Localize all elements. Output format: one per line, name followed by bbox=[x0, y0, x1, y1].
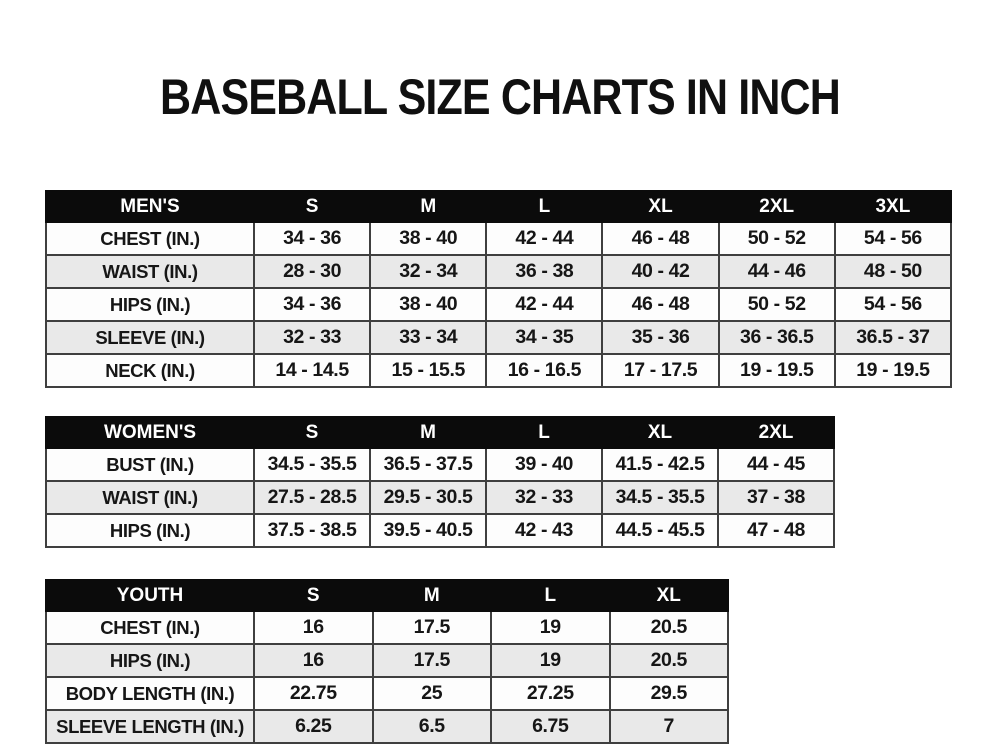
womens-size-cell: 36.5 - 37.5 bbox=[370, 448, 486, 481]
mens-size-cell: 54 - 56 bbox=[835, 222, 951, 255]
mens-table-row bbox=[46, 288, 951, 321]
mens-column-header-xl: XL bbox=[602, 191, 718, 222]
youth-column-header-xl: XL bbox=[610, 580, 729, 611]
mens-table-row bbox=[46, 222, 951, 255]
mens-row-label: SLEEVE (IN.) bbox=[46, 321, 254, 354]
womens-size-cell: 37.5 - 38.5 bbox=[254, 514, 370, 547]
mens-size-cell: 28 - 30 bbox=[254, 255, 370, 288]
mens-table-row bbox=[46, 255, 951, 288]
womens-row-label: HIPS (IN.) bbox=[46, 514, 254, 547]
mens-column-header-l: L bbox=[486, 191, 602, 222]
womens-column-header-s: S bbox=[254, 417, 370, 448]
mens-row-label: NECK (IN.) bbox=[46, 354, 254, 387]
womens-size-cell: 44.5 - 45.5 bbox=[602, 514, 718, 547]
youth-size-cell: 22.75 bbox=[254, 677, 373, 710]
youth-size-cell: 19 bbox=[491, 611, 610, 644]
youth-size-cell: 6.5 bbox=[373, 710, 492, 743]
womens-table-row bbox=[46, 448, 834, 481]
womens-column-header-l: L bbox=[486, 417, 602, 448]
mens-column-header-3xl: 3XL bbox=[835, 191, 951, 222]
youth-row-label: HIPS (IN.) bbox=[46, 644, 254, 677]
mens-size-cell: 15 - 15.5 bbox=[370, 354, 486, 387]
womens-size-table bbox=[45, 416, 835, 548]
womens-size-cell: 41.5 - 42.5 bbox=[602, 448, 718, 481]
womens-size-cell: 42 - 43 bbox=[486, 514, 602, 547]
youth-table-title: YOUTH bbox=[46, 580, 254, 611]
womens-row-label: WAIST (IN.) bbox=[46, 481, 254, 514]
mens-row-label: HIPS (IN.) bbox=[46, 288, 254, 321]
mens-size-cell: 36 - 36.5 bbox=[719, 321, 835, 354]
mens-size-cell: 32 - 33 bbox=[254, 321, 370, 354]
womens-column-header-2xl: 2XL bbox=[718, 417, 834, 448]
womens-size-cell: 47 - 48 bbox=[718, 514, 834, 547]
mens-row-label: CHEST (IN.) bbox=[46, 222, 254, 255]
mens-size-cell: 36 - 38 bbox=[486, 255, 602, 288]
mens-size-cell: 19 - 19.5 bbox=[835, 354, 951, 387]
mens-size-cell: 35 - 36 bbox=[602, 321, 718, 354]
mens-size-cell: 42 - 44 bbox=[486, 288, 602, 321]
womens-column-header-m: M bbox=[370, 417, 486, 448]
womens-size-cell: 27.5 - 28.5 bbox=[254, 481, 370, 514]
mens-column-header-s: S bbox=[254, 191, 370, 222]
youth-table-row bbox=[46, 644, 728, 677]
mens-table-row bbox=[46, 321, 951, 354]
womens-header-row bbox=[46, 417, 834, 448]
womens-size-cell: 37 - 38 bbox=[718, 481, 834, 514]
mens-size-cell: 40 - 42 bbox=[602, 255, 718, 288]
mens-column-header-m: M bbox=[370, 191, 486, 222]
mens-size-cell: 32 - 34 bbox=[370, 255, 486, 288]
size-tables-container bbox=[45, 190, 952, 744]
mens-size-cell: 44 - 46 bbox=[719, 255, 835, 288]
womens-table-row bbox=[46, 481, 834, 514]
youth-size-cell: 16 bbox=[254, 611, 373, 644]
mens-size-cell: 38 - 40 bbox=[370, 222, 486, 255]
mens-table-title: MEN'S bbox=[46, 191, 254, 222]
youth-size-cell: 17.5 bbox=[373, 611, 492, 644]
mens-size-cell: 36.5 - 37 bbox=[835, 321, 951, 354]
mens-size-cell: 33 - 34 bbox=[370, 321, 486, 354]
womens-size-cell: 39 - 40 bbox=[486, 448, 602, 481]
mens-size-cell: 34 - 35 bbox=[486, 321, 602, 354]
mens-size-cell: 34 - 36 bbox=[254, 288, 370, 321]
mens-size-cell: 34 - 36 bbox=[254, 222, 370, 255]
youth-column-header-s: S bbox=[254, 580, 373, 611]
mens-size-cell: 50 - 52 bbox=[719, 288, 835, 321]
mens-size-cell: 14 - 14.5 bbox=[254, 354, 370, 387]
womens-size-cell: 34.5 - 35.5 bbox=[254, 448, 370, 481]
mens-size-cell: 46 - 48 bbox=[602, 222, 718, 255]
womens-size-cell: 34.5 - 35.5 bbox=[602, 481, 718, 514]
mens-size-cell: 50 - 52 bbox=[719, 222, 835, 255]
mens-header-row bbox=[46, 191, 951, 222]
youth-size-cell: 16 bbox=[254, 644, 373, 677]
youth-table-row bbox=[46, 611, 728, 644]
mens-column-header-2xl: 2XL bbox=[719, 191, 835, 222]
youth-size-cell: 17.5 bbox=[373, 644, 492, 677]
womens-size-cell: 29.5 - 30.5 bbox=[370, 481, 486, 514]
youth-row-label: SLEEVE LENGTH (IN.) bbox=[46, 710, 254, 743]
mens-size-cell: 46 - 48 bbox=[602, 288, 718, 321]
mens-size-cell: 48 - 50 bbox=[835, 255, 951, 288]
womens-size-cell: 39.5 - 40.5 bbox=[370, 514, 486, 547]
mens-size-cell: 16 - 16.5 bbox=[486, 354, 602, 387]
youth-size-cell: 20.5 bbox=[610, 611, 729, 644]
youth-size-cell: 6.25 bbox=[254, 710, 373, 743]
womens-table-title: WOMEN'S bbox=[46, 417, 254, 448]
mens-size-cell: 19 - 19.5 bbox=[719, 354, 835, 387]
youth-size-cell: 6.75 bbox=[491, 710, 610, 743]
womens-row-label: BUST (IN.) bbox=[46, 448, 254, 481]
youth-row-label: BODY LENGTH (IN.) bbox=[46, 677, 254, 710]
youth-size-cell: 7 bbox=[610, 710, 729, 743]
youth-size-cell: 25 bbox=[373, 677, 492, 710]
mens-size-cell: 17 - 17.5 bbox=[602, 354, 718, 387]
mens-row-label: WAIST (IN.) bbox=[46, 255, 254, 288]
mens-table-row bbox=[46, 354, 951, 387]
womens-table-row bbox=[46, 514, 834, 547]
mens-size-cell: 54 - 56 bbox=[835, 288, 951, 321]
youth-size-table bbox=[45, 579, 729, 744]
youth-table-row bbox=[46, 677, 728, 710]
youth-row-label: CHEST (IN.) bbox=[46, 611, 254, 644]
youth-size-cell: 27.25 bbox=[491, 677, 610, 710]
youth-column-header-l: L bbox=[491, 580, 610, 611]
youth-size-cell: 19 bbox=[491, 644, 610, 677]
womens-size-cell: 32 - 33 bbox=[486, 481, 602, 514]
mens-size-cell: 38 - 40 bbox=[370, 288, 486, 321]
mens-size-cell: 42 - 44 bbox=[486, 222, 602, 255]
womens-size-cell: 44 - 45 bbox=[718, 448, 834, 481]
youth-column-header-m: M bbox=[373, 580, 492, 611]
mens-size-table bbox=[45, 190, 952, 388]
youth-header-row bbox=[46, 580, 728, 611]
youth-size-cell: 29.5 bbox=[610, 677, 729, 710]
womens-column-header-xl: XL bbox=[602, 417, 718, 448]
youth-table-row bbox=[46, 710, 728, 743]
page-title: BASEBALL SIZE CHARTS IN INCH bbox=[160, 69, 840, 125]
youth-size-cell: 20.5 bbox=[610, 644, 729, 677]
